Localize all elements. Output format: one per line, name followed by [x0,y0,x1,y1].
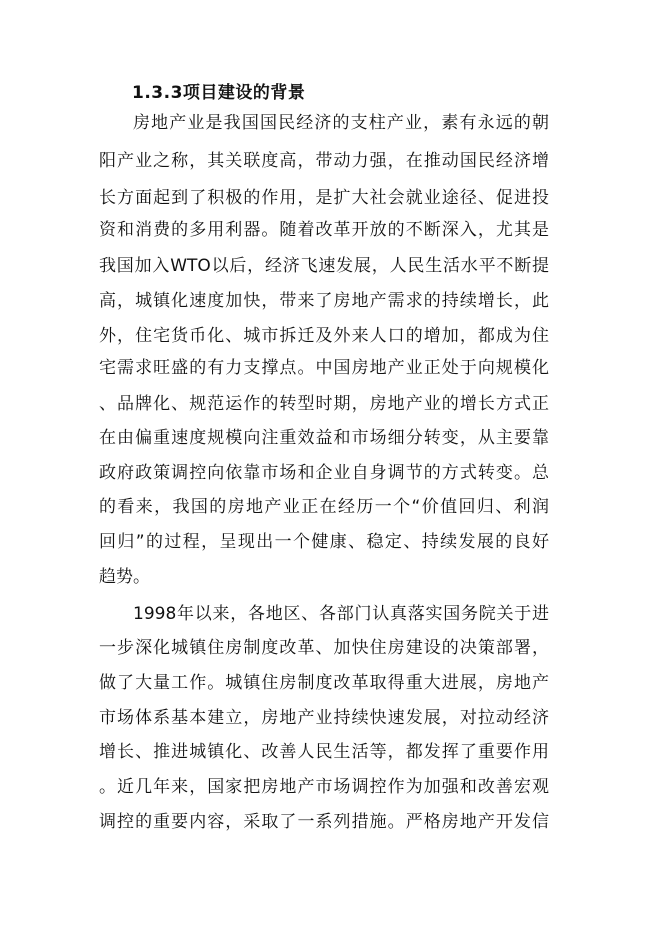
paragraph-line: 的看来，我国的房地产业正在经历一个“价值回归、利润 [99,497,549,517]
paragraph-line: 政府政策调控向依靠市场和企业自身调节的方式转变。总 [99,463,549,483]
paragraph-line: 做了大量工作。城镇住房制度改革取得重大进展，房地产 [99,673,549,693]
paragraph-line: 、品牌化、规范运作的转型时期，房地产业的增长方式正 [99,394,549,414]
paragraph-line: 资和消费的多用利器。随着改革开放的不断深入，尤其是 [99,220,549,240]
paragraph-line: 趋势。 [99,567,150,587]
paragraph-line: 调控的重要内容，采取了一系列措施。严格房地产开发信 [99,812,549,832]
paragraph-line: 。近几年来，国家把房地产市场调控作为加强和改善宏观 [99,777,549,797]
paragraph-line: 阳产业之称，其关联度高，带动力强，在推动国民经济增 [99,151,549,171]
section-heading: 1.3.3项目建设的背景 [132,83,306,103]
paragraph-line: 一步深化城镇住房制度改革、加快住房建设的决策部署， [99,638,549,658]
paragraph-line: 增长、推进城镇化、改善人民生活等，都发挥了重要作用 [99,742,549,762]
paragraph-line: 市场体系基本建立，房地产业持续快速发展，对拉动经济 [99,708,549,728]
paragraph-line: 高，城镇化速度加快，带来了房地产需求的持续增长，此 [99,291,549,311]
paragraph-line: 在由偏重速度规模向注重效益和市场细分转变，从主要靠 [99,428,549,448]
paragraph-line: 1998年以来，各地区、各部门认真落实国务院关于进 [133,604,549,624]
paragraph-line: 外，住宅货币化、城市拆迁及外来人口的增加，都成为住 [99,326,549,346]
paragraph-line: 回归”的过程，呈现出一个健康、稳定、持续发展的良好 [99,532,549,552]
paragraph-line: 我国加入WTO以后，经济飞速发展，人民生活水平不断提 [99,256,549,276]
paragraph-line: 长方面起到了积极的作用，是扩大社会就业途径、促进投 [99,188,549,208]
paragraph-line: 房地产业是我国国民经济的支柱产业，素有永远的朝 [133,113,549,133]
paragraph-line: 宅需求旺盛的有力支撑点。中国房地产业正处于向规模化 [99,358,549,378]
